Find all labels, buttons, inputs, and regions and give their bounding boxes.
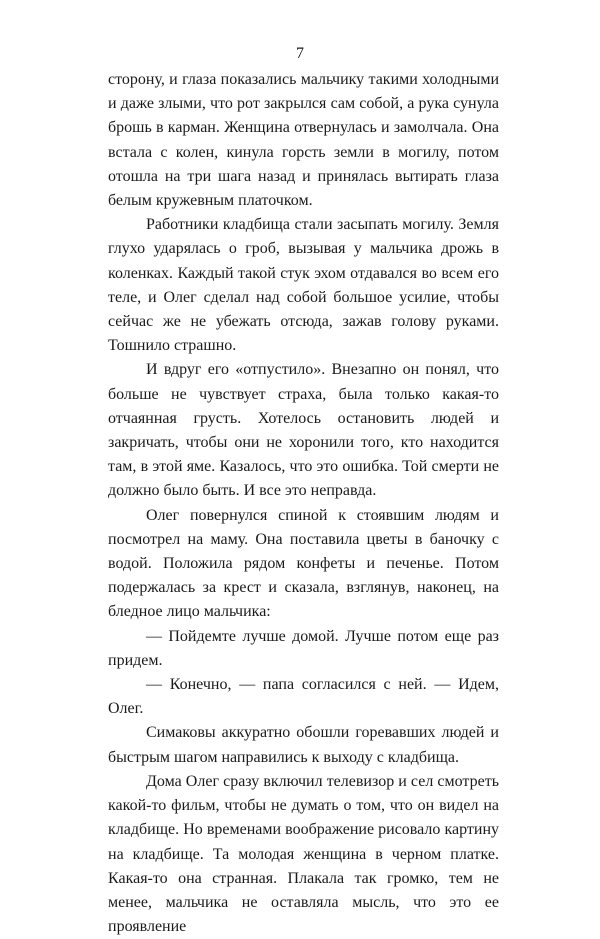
paragraph-7: Симаковы аккуратно обошли горевавших людей и быстрым шагом направились к выходу с кладбища. bbox=[108, 724, 499, 766]
text-body bbox=[108, 68, 499, 939]
paragraph-4: Олег повернулся спиной к стоявшим людям и посмотрел на маму. Она поставила цветы в баночку с водой. Положила рядом конфеты и печенье. Потом подержалась за крест и сказала, взглянув, наконец, на бледное лицо мальчика: bbox=[108, 506, 499, 621]
paragraph-3: И вдруг его «отпустило». Внезапно он понял, что больше не чувствует страха, была только какая-то отчаянная грусть. Хотелось остановить людей и закричать, чтобы они не хоронили того, кто находится там, в этой яме. Казалось, что это ошибка. Той смерти не должно было быть. И все это неправда. bbox=[108, 361, 499, 500]
page-number: 7 bbox=[296, 45, 304, 62]
paragraph-2: Работники кладбища стали засыпать могилу. Земля глухо ударялась о гроб, вызывая у мальчика дрожь в коленках. Каждый такой стук эхом отдавался во всем его теле, и Олег сделал над собой большое усилие, чтобы сейчас же не убежать отсюда, зажав голову руками. Тошнило страшно. bbox=[108, 216, 499, 355]
paragraph-5-dialogue: — Пойдемте лучше домой. Лучше потом еще раз придем. bbox=[108, 627, 499, 669]
paragraph-1: сторону, и глаза показались мальчику такими холодными и даже злыми, что рот закрылся сам собой, а рука сунула брошь в карман. Женщина отвернулась и замолчала. Она встала с колен, кинула горсть земли в могилу, потом отошла на три шага назад и принялась вытирать глаза белым кружевным платочком. bbox=[108, 71, 499, 210]
paragraph-8: Дома Олег сразу включил телевизор и сел смотреть какой-то фильм, чтобы не думать о том, что он видел на кладбище. Но временами воображение рисовало картину на кладбище. Та молодая женщина в черном платке. Какая-то она странная. Плакала так громко, тем не менее, мальчика не оставляла мысль, что это ее проявление bbox=[108, 772, 499, 936]
paragraph-6-dialogue: — Конечно, — папа согласился с ней. — Идем, Олег. bbox=[108, 676, 499, 718]
